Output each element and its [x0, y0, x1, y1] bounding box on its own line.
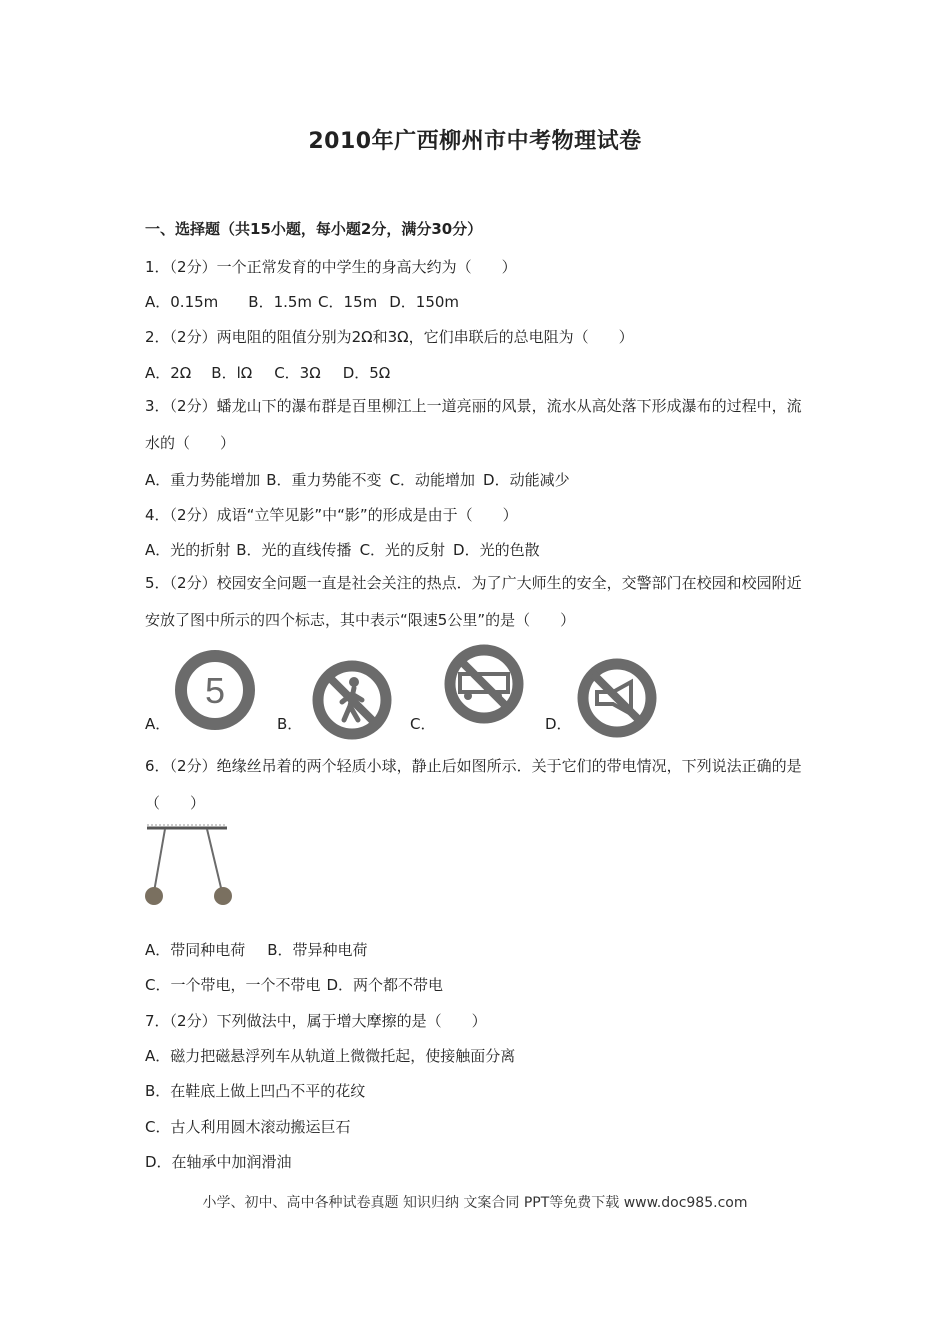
q5-option-b[interactable] [277, 650, 407, 740]
question-4-options [145, 539, 540, 560]
q3-option-a[interactable]: A．重力势能增加 [145, 471, 261, 489]
q2-option-d[interactable]: D．5Ω [342, 364, 391, 382]
q7-option-b[interactable]: B．在鞋底上做上凹凸不平的花纹 [145, 1082, 366, 1100]
question-4-stem: 4．（2分）成语“立竿见影”中“影”的形成是由于（ ） [145, 506, 518, 524]
sign-a-number: 5 [204, 670, 226, 711]
question-2-stem: 2．（2分）两电阻的阻值分别为2Ω和3Ω，它们串联后的总电阻为（ ） [145, 328, 634, 346]
q1-option-a[interactable]: A．0.15m [145, 293, 219, 311]
traffic-signs-figure [145, 650, 810, 740]
q6-option-b[interactable]: B．带异种电荷 [267, 941, 368, 959]
q5-option-d-label: D． [545, 715, 572, 733]
question-2-options [145, 362, 390, 383]
q4-option-d[interactable]: D．光的色散 [453, 541, 540, 559]
q2-option-b[interactable]: B．lΩ [211, 364, 253, 382]
q3-option-c[interactable]: C．动能增加 [389, 471, 476, 489]
q5-option-a-label: A． [145, 715, 171, 733]
q7-option-d[interactable]: D．在轴承中加润滑油 [145, 1153, 292, 1171]
question-3-options [145, 469, 570, 490]
page-footer: 小学、初中、高中各种试卷真题 知识归纳 文案合同 PPT等免费下载 www.doc985.com [202, 1195, 748, 1211]
question-3-stem: 3．（2分）蟠龙山下的瀑布群是百里柳江上一道亮丽的风景，流水从高处落下形成瀑布的过程中，流水的（ ） [145, 397, 802, 452]
q3-option-b[interactable]: B．重力势能不变 [266, 471, 382, 489]
no-trucks-sign-icon [442, 642, 526, 726]
q6-option-d[interactable]: D．两个都不带电 [326, 976, 444, 994]
question-1-options [145, 291, 459, 312]
q3-option-d[interactable]: D．动能减少 [483, 471, 570, 489]
q7-option-a[interactable]: A．磁力把磁悬浮列车从轨道上微微托起，使接触面分离 [145, 1047, 516, 1065]
q5-option-c[interactable] [410, 650, 540, 740]
section-heading: 一、选择题（共15小题，每小题2分，满分30分） [145, 220, 483, 238]
question-6-options-row1 [145, 939, 368, 960]
q6-option-c[interactable]: C．一个带电，一个不带电 [145, 976, 321, 994]
q5-option-a[interactable] [145, 650, 265, 740]
question-5-stem: 5．（2分）校园安全问题一直是社会关注的热点．为了广大师生的安全，交警部门在校园和校园附近安放了图中所示的四个标志，其中表示“限速5公里”的是（ ） [145, 574, 802, 629]
pendulum-balls-diagram [145, 824, 245, 908]
page-title: 2010年广西柳州市中考物理试卷 [308, 129, 642, 154]
question-6-stem: 6．（2分）绝缘丝吊着的两个轻质小球，静止后如图所示．关于它们的带电情况，下列说法正确的是（ ） [145, 757, 802, 812]
q5-option-b-label: B． [277, 715, 303, 733]
q1-option-b[interactable]: B．1.5m [248, 293, 313, 311]
q5-option-d[interactable] [545, 650, 675, 740]
q2-option-a[interactable]: A．2Ω [145, 364, 192, 382]
q6-option-a[interactable]: A．带同种电荷 [145, 941, 246, 959]
q5-option-c-label: C． [410, 715, 436, 733]
q1-option-d[interactable]: D．150m [389, 293, 460, 311]
speed-limit-5-sign-icon [173, 650, 257, 734]
q4-option-a[interactable]: A．光的折射 [145, 541, 231, 559]
q2-option-c[interactable]: C．3Ω [274, 364, 321, 382]
q7-option-c[interactable]: C．古人利用圆木滚动搬运巨石 [145, 1118, 351, 1136]
q4-option-c[interactable]: C．光的反射 [359, 541, 446, 559]
q4-option-b[interactable]: B．光的直线传播 [236, 541, 352, 559]
no-pedestrian-sign-icon [310, 658, 394, 742]
question-6-options-row2 [145, 974, 443, 995]
question-7-stem: 7．（2分）下列做法中，属于增大摩擦的是（ ） [145, 1012, 487, 1030]
no-horn-sign-icon [575, 656, 659, 740]
question-1-stem: 1．（2分）一个正常发育的中学生的身高大约为（ ） [145, 258, 517, 276]
q1-option-c[interactable]: C．15m [318, 293, 378, 311]
